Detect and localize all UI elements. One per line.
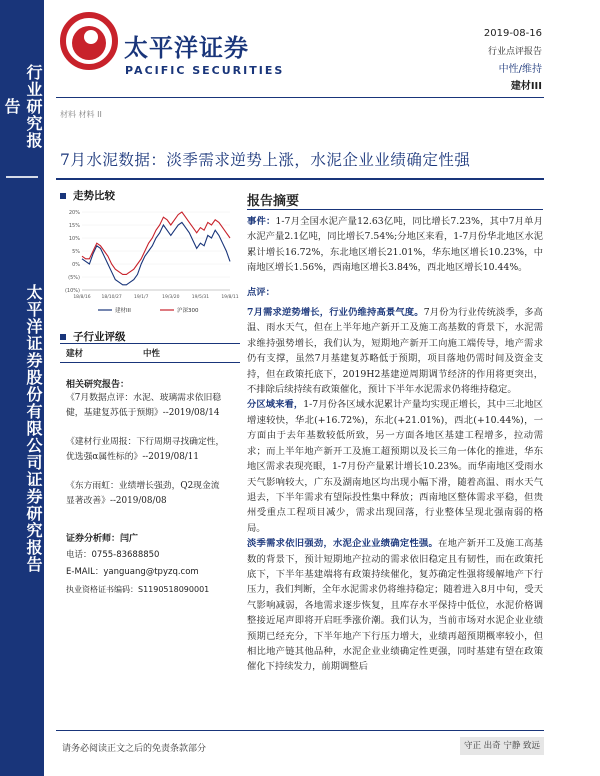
x-tick-label: 19/8/11: [221, 295, 239, 300]
y-tick-label: (10%): [64, 288, 80, 294]
summary-heading: 报告摘要: [247, 194, 300, 209]
logo-dot: [84, 30, 98, 44]
event-text: 1-7月全国水泥产量12.63亿吨，同比增长7.23%，其中7月单月水泥产量2.1亿吨，同比增长7.54%;分地区来看，1-7月份华北地区水泥累计增长16.72%，东北地区增长21.01%，华东地区增长10.23%，中南地区增长1.56%，西南地区增长3.84%，西北地区增长10.44%。: [247, 216, 543, 274]
legend-label: 沪深300: [177, 308, 199, 314]
x-tick-label: 18/10/27: [101, 295, 122, 300]
sidebar-company-label: 太平洋证券股份有限公司证券研究报告: [24, 283, 43, 573]
sub-rating-divider-bottom: [60, 362, 240, 363]
series-line-0: [82, 222, 230, 284]
rating-label: 中性/维持: [498, 64, 542, 75]
related-report-3[interactable]: 《东方雨虹：业绩增长强劲，Q2现金流显著改善》--2019/08/08: [66, 481, 220, 506]
legend-label: 建材III: [115, 308, 131, 314]
paragraph-3: [247, 536, 543, 675]
x-tick-label: 19/5/31: [191, 295, 210, 300]
analyst-phone: 电话：0755-83688850: [66, 550, 160, 560]
summary-body: [247, 214, 543, 675]
report-title: 7月水泥数据：淡季需求逆势上涨，水泥企业业绩确定性强: [60, 151, 471, 169]
breadcrumb: 材料 材料 II: [60, 110, 102, 119]
logo-en-text: PACIFIC SECURITIES: [125, 64, 285, 77]
header-divider: [56, 97, 544, 98]
paragraph-3-head: 淡季需求依旧强劲，水泥企业业绩确定性强。: [247, 538, 439, 550]
sub-rating-value: 中性: [143, 349, 161, 359]
paragraph-1: [247, 305, 543, 397]
trend-heading-text: 走势比较: [73, 190, 115, 202]
summary-divider: [247, 209, 543, 210]
title-divider: [56, 178, 544, 180]
footer-disclaimer[interactable]: 请务必阅读正文之后的免责条款部分: [62, 744, 207, 754]
trend-section-heading: [60, 188, 115, 203]
report-date: 2019-08-16: [483, 28, 542, 39]
x-tick-label: 19/3/20: [162, 295, 180, 300]
y-tick-label: 0%: [72, 262, 80, 268]
event-label: 事件：: [247, 216, 276, 227]
footer-motto: 守正 出奇 宁静 致远: [460, 737, 544, 755]
analyst-heading: 证券分析师：闫广: [66, 534, 139, 544]
paragraph-1-head: 7月需求逆势增长，行业仍维持高景气度。: [247, 307, 424, 319]
y-tick-label: 10%: [68, 236, 80, 242]
event-paragraph: [247, 214, 543, 276]
comment-label-text: 点评：: [247, 286, 275, 298]
y-tick-label: 20%: [68, 210, 80, 216]
sidebar-divider: [6, 176, 38, 178]
paragraph-3-text: 在地产新开工及施工高基数的背景下，预计短期地产拉动的需求依旧稳定且有韧性，而在政策托底下，下半年基建端将有政策持续催化，复苏确定性强将缓解地产下行压力，我们判断，全年水泥需求仍将维持稳定；随着进入8月中旬，受天气影响减弱，各地需求逐步恢复，且库存水平保持中低位，水泥价格调整接近尾声即将开启旺季涨价潮。我们认为，当前市场对水泥企业业绩预期已经充分，下半年地产下行压力增大，业绩再超预期概率较小，但相比地产链其他品种，水泥企业业绩确定性更强，同时基建有望在政策催化下持续发力，前期调整后: [247, 538, 543, 673]
y-tick-label: 15%: [68, 223, 80, 229]
related-heading: 相关研究报告：: [66, 380, 130, 390]
report-type: 行业点评报告: [487, 47, 542, 57]
footer-divider: [56, 730, 544, 731]
sidebar-report-category: 行业研究报告: [2, 63, 43, 149]
x-tick-label: 18/8/16: [73, 295, 91, 300]
comment-label: [247, 285, 543, 300]
section-bullet-icon: [60, 334, 66, 340]
analyst-email[interactable]: E-MAIL：yanguang@tpyzq.com: [66, 567, 199, 577]
sub-rating-name: 建材: [66, 349, 84, 359]
analyst-license: 执业资格证书编码：S1190518090001: [66, 585, 210, 594]
y-tick-label: (5%): [68, 275, 80, 281]
sub-rating-divider: [60, 343, 240, 344]
section-bullet-icon: [60, 193, 66, 199]
x-tick-label: 19/1/7: [133, 295, 149, 300]
paragraph-1-text: 7月份为行业传统淡季，多高温、雨水天气，但在上半年地产新开工及施工高基数的背景下，水泥需求维持强势增长，我们认为，短期地产新开工向施工端传导，地产需求仍有支撑，虽然7月基建复苏略低于预期，项目落地仍需时间及资金支持，但在政策托底下，2019H2基建逆周期调节经济的作用将更突出，不排除后续持续有政策催化，预计下半年水泥需求仍将维持稳定。: [247, 307, 543, 396]
trend-chart: [58, 206, 239, 320]
y-tick-label: 5%: [72, 249, 80, 255]
logo-cn-text: 太平洋证券: [124, 34, 249, 62]
sub-rating-heading-text: 子行业评级: [73, 331, 126, 343]
sector-label: 建材III: [510, 81, 542, 92]
related-report-1[interactable]: 《7月数据点评：水泥、玻璃需求依旧稳健，基建复苏低于预期》--2019/08/14: [66, 393, 222, 418]
paragraph-2-text: 1-7月份各区域水泥累计产量均实现正增长，其中三北地区增速较快，华北(+16.72%)，东北(+21.01%)，西北(+10.44%)，一方面由于去年基数较低所致，另一方面各地区基建工程增多，拉动需求；而上半年地产新开工及施工超预期以及长三角一体化的推进，华东地区需求表现亮眼，1-7月份产量累计增长10.23%。而华南地区受雨水天气影响较大，广东及湖南地区均出现小幅下滑，随着高温、雨水天气退去，下半年需求有望际投性集中释放；西南地区整体需求平稳，但贵州受重点工程项目减少，需求出现回落，行业整体呈现北强南弱的格局。: [247, 399, 543, 534]
paragraph-2-head: 分区域来看，: [247, 399, 304, 411]
sub-rating-heading: [60, 329, 126, 344]
series-line-1: [82, 212, 230, 274]
paragraph-2: [247, 397, 543, 536]
related-report-2[interactable]: 《建材行业周报：下行周期寻找确定性，优选强α属性标的》--2019/08/11: [66, 437, 225, 462]
